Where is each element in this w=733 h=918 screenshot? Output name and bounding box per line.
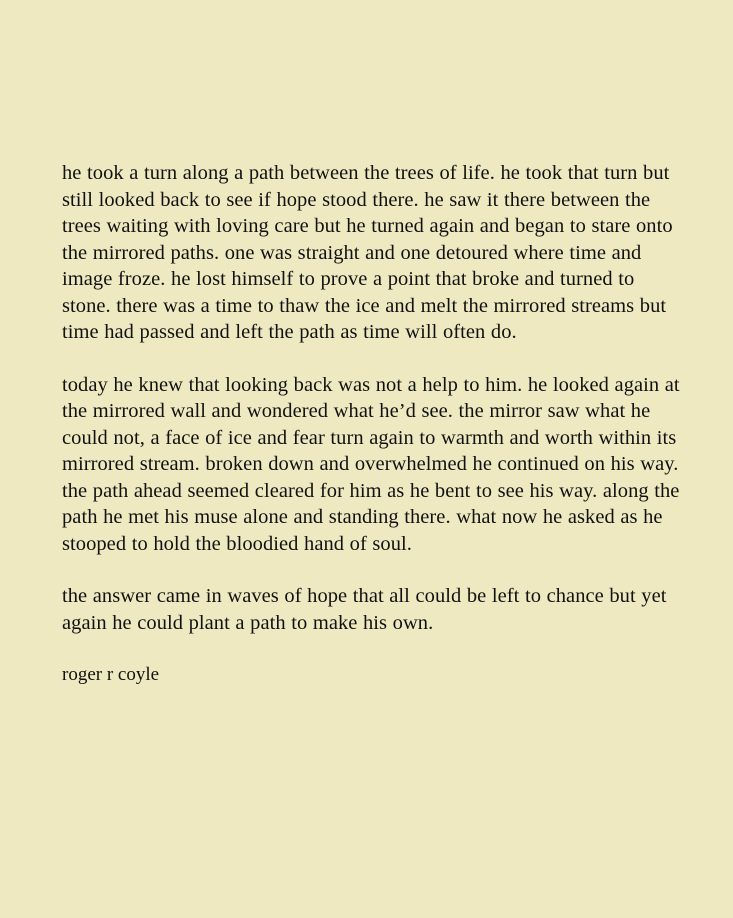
paragraph-3: the answer came in waves of hope that all could be left to chance but yet again he could plant a path to make his own. xyxy=(62,585,667,634)
paragraph-2: today he knew that looking back was not a help to him. he looked again at the mirrored wall and wondered what he’d see. the mirror saw what he could not, a face of ice and fear turn again to warmth and worth within its mirrored stream. broken down and overwhelmed he continued on his way. the path ahead seemed cleared for him as he bent to see his way. along the path he met his muse alone and standing there. what now he asked as he stooped to hold the bloodied hand of soul. xyxy=(62,373,680,555)
author-signature: roger r coyle xyxy=(62,664,160,685)
paragraph-1: he took a turn along a path between the trees of life. he took that turn but still looked back to see if hope stood there. he saw it there between the trees waiting with loving care but he turned again and began to stare onto the mirrored paths. one was straight and one detoured where time and image froze. he lost himself to prove a point that broke and turned to stone. there was a time to thaw the ice and melt the mirrored streams but time had passed and left the path as time will often do. xyxy=(62,162,673,343)
prose-body xyxy=(62,160,684,688)
